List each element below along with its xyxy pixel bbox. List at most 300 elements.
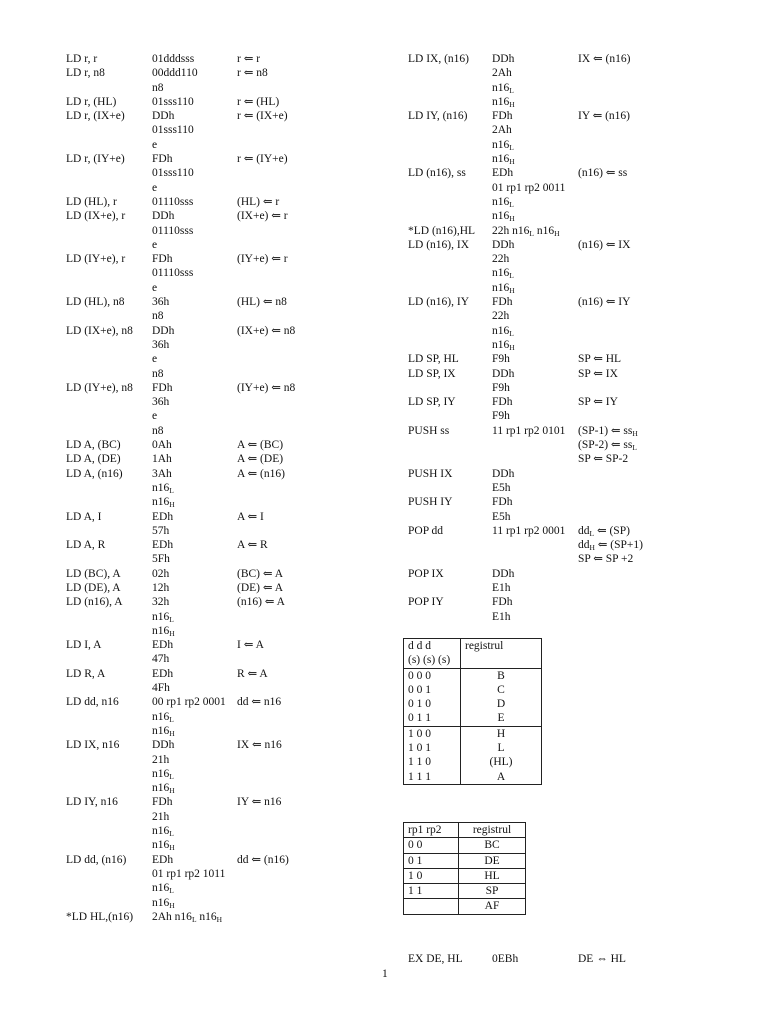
register-pair-table bbox=[403, 822, 526, 915]
operation-line: (HL) ⇐ r bbox=[237, 195, 280, 208]
right-entry bbox=[408, 109, 708, 166]
opcode-byte: $n16_L$ bbox=[492, 138, 514, 152]
instruction-mnemonic: LD (n16), IX bbox=[408, 238, 469, 251]
left-entry bbox=[66, 66, 366, 95]
right-entry bbox=[408, 295, 708, 352]
operation-line: (n16) ⇐ ss bbox=[578, 167, 628, 180]
instruction-mnemonic: *LD HL,(n16) bbox=[66, 910, 134, 923]
left-entry bbox=[66, 567, 366, 581]
instruction-opcode bbox=[152, 538, 173, 567]
instruction-operation bbox=[578, 424, 638, 467]
right-instruction-column bbox=[408, 52, 708, 624]
opcode-byte: 12h bbox=[152, 581, 170, 594]
instruction-opcode bbox=[492, 109, 515, 166]
opcode-byte: $n16_L$ bbox=[152, 767, 174, 781]
left-entry bbox=[66, 738, 366, 795]
register-code-table bbox=[403, 638, 542, 785]
instruction-mnemonic: POP IX bbox=[408, 567, 444, 580]
opcode-byte: e bbox=[152, 181, 158, 194]
operation-line: (IX+e) ⇐ r bbox=[237, 210, 288, 223]
instruction-opcode bbox=[152, 795, 175, 852]
instruction-opcode bbox=[152, 738, 175, 795]
instruction-opcode bbox=[152, 195, 193, 209]
instruction-operation bbox=[237, 510, 264, 524]
instruction-mnemonic: LD (HL), n8 bbox=[66, 296, 125, 309]
opcode-byte: 1Ah bbox=[152, 453, 172, 466]
operation-line: A ⇐ I bbox=[237, 510, 264, 523]
instruction-opcode bbox=[492, 595, 512, 624]
bit-codes: 1 0 0 1 0 1 1 1 0 1 1 1 bbox=[404, 726, 461, 784]
opcode-byte: 01dddsss bbox=[152, 53, 195, 65]
page-number: 1 bbox=[382, 968, 388, 980]
ex-operation: DE ⇔ HL bbox=[578, 953, 626, 965]
instruction-mnemonic: LD (IY+e), n8 bbox=[66, 381, 133, 394]
opcode-byte: 02h bbox=[152, 567, 170, 580]
opcode-byte: $n16_L$ bbox=[492, 195, 514, 209]
instruction-mnemonic: LD IX, (n16) bbox=[408, 53, 469, 65]
instruction-operation bbox=[237, 52, 260, 66]
opcode-byte: $n16_L$ bbox=[492, 81, 514, 95]
instruction-opcode bbox=[152, 853, 225, 910]
opcode-byte: FDh bbox=[152, 381, 173, 394]
left-entry bbox=[66, 695, 366, 738]
opcode-byte: 21h bbox=[152, 753, 170, 766]
ex-opcode: 0EBh bbox=[492, 953, 519, 965]
left-entry bbox=[66, 667, 366, 696]
operation-line: IX ⇐ (n16) bbox=[578, 53, 631, 65]
operation-line: SP ⇐ SP +2 bbox=[578, 553, 634, 566]
left-entry bbox=[66, 52, 366, 66]
right-entry bbox=[408, 224, 708, 238]
instruction-operation bbox=[578, 524, 643, 567]
opcode-byte: 00ddd110 bbox=[152, 67, 198, 80]
left-entry bbox=[66, 195, 366, 209]
operation-line: I ⇐ A bbox=[237, 639, 264, 652]
opcode-byte: 01 rp1 rp2 1011 bbox=[152, 867, 226, 880]
instruction-operation bbox=[237, 695, 281, 709]
instruction-mnemonic: LD r, n8 bbox=[66, 67, 105, 80]
operation-line: (IX+e) ⇐ n8 bbox=[237, 324, 296, 337]
left-entry bbox=[66, 510, 366, 539]
instruction-opcode bbox=[152, 252, 193, 295]
opcode-byte: 11 rp1 rp2 0001 bbox=[492, 524, 566, 537]
instruction-mnemonic: LD SP, HL bbox=[408, 353, 459, 366]
opcode-byte: 21h bbox=[152, 810, 170, 823]
opcode-byte: e bbox=[152, 281, 158, 294]
opcode-byte: e bbox=[152, 353, 158, 366]
opcode-byte: $n16_H$ bbox=[492, 281, 515, 295]
instruction-opcode bbox=[152, 324, 174, 381]
instruction-opcode bbox=[152, 152, 194, 195]
instruction-mnemonic: LD dd, (n16) bbox=[66, 853, 127, 866]
instruction-opcode bbox=[152, 510, 173, 539]
opcode-byte: $n16_H$ bbox=[492, 210, 515, 224]
operation-line: A ⇐ (n16) bbox=[237, 467, 285, 480]
instruction-mnemonic: POP IY bbox=[408, 596, 444, 609]
pair-bits: 1 1 bbox=[404, 884, 459, 899]
opcode-byte: FDh bbox=[492, 296, 513, 309]
instruction-operation bbox=[237, 324, 295, 338]
table-row bbox=[404, 884, 526, 899]
operation-line: (n16) ⇐ A bbox=[237, 596, 285, 609]
opcode-byte: 01sss110 bbox=[152, 167, 194, 180]
opcode-byte: $n16_L$ bbox=[152, 481, 174, 495]
bit-codes: 0 0 0 0 0 1 0 1 0 0 1 1 bbox=[404, 668, 461, 726]
table-row bbox=[404, 868, 526, 883]
instruction-opcode bbox=[492, 395, 512, 424]
left-entry bbox=[66, 581, 366, 595]
instruction-operation bbox=[237, 195, 279, 209]
opcode-byte: 01110sss bbox=[152, 267, 194, 280]
instruction-mnemonic: POP dd bbox=[408, 524, 444, 537]
right-entry bbox=[408, 52, 708, 109]
operation-line: A ⇐ (DE) bbox=[237, 453, 284, 466]
instruction-mnemonic: LD (IX+e), r bbox=[66, 210, 126, 223]
instruction-mnemonic: LD (n16), A bbox=[66, 596, 123, 609]
instruction-operation bbox=[578, 52, 630, 66]
instruction-operation bbox=[578, 109, 630, 123]
opcode-byte: $n16_H$ bbox=[152, 839, 175, 853]
left-entry bbox=[66, 252, 366, 295]
operation-line: A ⇐ R bbox=[237, 539, 268, 552]
opcode-byte: $n16_H$ bbox=[152, 724, 175, 738]
opcode-byte: FDh bbox=[492, 396, 513, 409]
opcode-byte: n8 bbox=[152, 310, 164, 323]
opcode-byte: n8 bbox=[152, 367, 164, 380]
instruction-opcode bbox=[152, 695, 226, 738]
opcode-byte: DDh bbox=[152, 110, 175, 123]
instruction-opcode bbox=[492, 238, 515, 295]
instruction-opcode bbox=[152, 595, 175, 638]
opcode-byte: FDh bbox=[492, 496, 513, 509]
pair-register: BC bbox=[459, 838, 526, 853]
opcode-byte: E5h bbox=[492, 510, 511, 523]
instruction-mnemonic: LD A, (n16) bbox=[66, 467, 123, 480]
instruction-operation bbox=[237, 252, 288, 266]
instruction-mnemonic: LD dd, n16 bbox=[66, 696, 119, 709]
ex-mnemonic: EX DE, HL bbox=[408, 953, 463, 965]
opcode-byte: $n16_H$ bbox=[492, 338, 515, 352]
operation-line: (BC) ⇐ A bbox=[237, 567, 284, 580]
operation-line: (n16) ⇐ IX bbox=[578, 238, 631, 251]
left-entry bbox=[66, 538, 366, 567]
left-entry bbox=[66, 452, 366, 466]
instruction-opcode bbox=[492, 52, 515, 109]
opcode-byte: 47h bbox=[152, 653, 170, 666]
operation-line: (n16) ⇐ IY bbox=[578, 296, 631, 309]
left-entry bbox=[66, 209, 366, 252]
opcode-byte: $n16_L$ bbox=[152, 610, 174, 624]
instruction-mnemonic: PUSH IX bbox=[408, 467, 453, 480]
instruction-operation bbox=[237, 295, 287, 309]
operation-line: A ⇐ (BC) bbox=[237, 439, 284, 452]
opcode-byte: EDh bbox=[152, 853, 174, 866]
instruction-mnemonic: LD (IY+e), r bbox=[66, 253, 126, 266]
opcode-byte: 22h bbox=[492, 310, 510, 323]
opcode-byte: n8 bbox=[152, 424, 164, 437]
instruction-opcode bbox=[152, 52, 194, 66]
left-entry bbox=[66, 910, 366, 924]
pair-bits bbox=[404, 899, 459, 914]
opcode-byte: F9h bbox=[492, 410, 510, 423]
instruction-opcode bbox=[492, 467, 514, 496]
instruction-opcode bbox=[152, 109, 194, 152]
instruction-mnemonic: LD r, (HL) bbox=[66, 95, 117, 108]
pair-bits: 1 0 bbox=[404, 868, 459, 883]
opcode-byte: 22h $n16_L$ $n16_H$ bbox=[492, 224, 560, 238]
instruction-mnemonic: LD (DE), A bbox=[66, 581, 121, 594]
instruction-operation bbox=[237, 438, 283, 452]
opcode-byte: EDh bbox=[492, 167, 514, 180]
instruction-operation bbox=[237, 738, 282, 752]
operation-line: SP ⇐ HL bbox=[578, 353, 622, 366]
instruction-mnemonic: LD r, (IY+e) bbox=[66, 153, 125, 166]
instruction-mnemonic: LD IY, (n16) bbox=[408, 110, 468, 123]
opcode-byte: FDh bbox=[152, 153, 173, 166]
opcode-byte: E1h bbox=[492, 581, 511, 594]
opcode-byte: DDh bbox=[492, 567, 515, 580]
instruction-operation bbox=[237, 66, 268, 80]
opcode-byte: 01sss110 bbox=[152, 95, 194, 108]
opcode-byte: FDh bbox=[152, 796, 173, 809]
left-entry bbox=[66, 795, 366, 852]
operation-line: r ⇐ r bbox=[237, 53, 261, 65]
operation-line: (SP-2) ⇐ $ss_L$ bbox=[578, 439, 637, 453]
instruction-opcode bbox=[152, 567, 169, 581]
right-entry bbox=[408, 367, 708, 396]
opcode-byte: $n16_L$ bbox=[492, 324, 514, 338]
operation-line: SP ⇐ SP-2 bbox=[578, 453, 629, 466]
instruction-opcode bbox=[152, 638, 173, 667]
opcode-byte: $n16_H$ bbox=[152, 496, 175, 510]
opcode-byte: 36h bbox=[152, 338, 170, 351]
instruction-opcode bbox=[492, 424, 565, 438]
right-entry bbox=[408, 595, 708, 624]
right-entry bbox=[408, 567, 708, 596]
right-entry bbox=[408, 238, 708, 295]
opcode-byte: 01sss110 bbox=[152, 124, 194, 137]
left-entry bbox=[66, 95, 366, 109]
opcode-byte: $n16_L$ bbox=[152, 710, 174, 724]
instruction-mnemonic: LD SP, IY bbox=[408, 396, 456, 409]
instruction-operation bbox=[237, 595, 285, 609]
opcode-byte: 3Ah bbox=[152, 467, 172, 480]
instruction-mnemonic: LD r, (IX+e) bbox=[66, 110, 125, 123]
instruction-operation bbox=[237, 795, 281, 809]
instruction-opcode bbox=[492, 166, 565, 223]
opcode-byte: e bbox=[152, 138, 158, 151]
instruction-opcode bbox=[152, 209, 193, 252]
instruction-operation bbox=[237, 581, 283, 595]
instruction-mnemonic: LD A, (DE) bbox=[66, 453, 121, 466]
instruction-mnemonic: LD IY, n16 bbox=[66, 796, 118, 809]
left-entry bbox=[66, 438, 366, 452]
operation-line: IY ⇐ n16 bbox=[237, 796, 282, 809]
instruction-opcode bbox=[152, 438, 172, 452]
operation-line: r ⇐ (HL) bbox=[237, 95, 280, 108]
opcode-byte: EDh bbox=[152, 639, 174, 652]
instruction-operation bbox=[237, 853, 289, 867]
opcode-byte: n8 bbox=[152, 81, 164, 94]
opcode-byte: DDh bbox=[492, 53, 515, 65]
table-header-bits: rp1 rp2 bbox=[404, 823, 459, 838]
instruction-operation bbox=[237, 152, 288, 166]
register-names: B C D E bbox=[461, 668, 542, 726]
right-entry bbox=[408, 495, 708, 524]
opcode-byte: 57h bbox=[152, 524, 170, 537]
operation-line: R ⇐ A bbox=[237, 667, 268, 680]
operation-line: IY ⇐ (n16) bbox=[578, 110, 631, 123]
operation-line: (DE) ⇐ A bbox=[237, 581, 284, 594]
instruction-opcode bbox=[492, 495, 512, 524]
operation-line: r ⇐ n8 bbox=[237, 67, 268, 80]
opcode-byte: 01 rp1 rp2 0011 bbox=[492, 181, 566, 194]
instruction-mnemonic: LD (n16), ss bbox=[408, 167, 466, 180]
operation-line: $dd_L$ ⇐ (SP) bbox=[578, 524, 630, 538]
operation-line: SP ⇐ IY bbox=[578, 396, 618, 409]
operation-line: SP ⇐ IX bbox=[578, 367, 618, 380]
opcode-byte: DDh bbox=[152, 210, 175, 223]
instruction-operation bbox=[578, 238, 630, 252]
instruction-operation bbox=[237, 467, 285, 481]
instruction-operation bbox=[237, 667, 268, 681]
pair-bits: 0 0 bbox=[404, 838, 459, 853]
instruction-mnemonic: PUSH ss bbox=[408, 424, 450, 437]
left-entry bbox=[66, 853, 366, 910]
instruction-opcode bbox=[492, 295, 515, 352]
instruction-mnemonic: LD r, r bbox=[66, 53, 98, 65]
left-entry bbox=[66, 324, 366, 381]
opcode-byte: $n16_L$ bbox=[152, 825, 174, 839]
opcode-byte: 2Ah $n16_L$ $n16_H$ bbox=[152, 910, 223, 924]
left-entry bbox=[66, 467, 366, 510]
opcode-byte: F9h bbox=[492, 353, 510, 366]
opcode-byte: $n16_L$ bbox=[152, 882, 174, 896]
opcode-byte: FDh bbox=[492, 596, 513, 609]
left-entry bbox=[66, 638, 366, 667]
operation-line: dd ⇐ n16 bbox=[237, 696, 282, 709]
opcode-byte: DDh bbox=[152, 324, 175, 337]
instruction-operation bbox=[578, 395, 618, 409]
opcode-byte: 01110sss bbox=[152, 224, 194, 237]
instruction-operation bbox=[237, 452, 283, 466]
instruction-opcode bbox=[152, 66, 198, 95]
right-entry bbox=[408, 524, 708, 567]
opcode-byte: F9h bbox=[492, 381, 510, 394]
instruction-mnemonic: LD A, R bbox=[66, 539, 106, 552]
instruction-opcode bbox=[492, 367, 514, 396]
table-header-register: registrul bbox=[459, 823, 526, 838]
opcode-byte: 32h bbox=[152, 596, 170, 609]
operation-line: dd ⇐ (n16) bbox=[237, 853, 289, 866]
opcode-byte: E5h bbox=[492, 481, 511, 494]
opcode-byte: $n16_H$ bbox=[152, 782, 175, 796]
table-header-bits: d d d (s) (s) (s) bbox=[404, 639, 461, 669]
instruction-opcode bbox=[152, 95, 194, 109]
opcode-byte: DDh bbox=[492, 238, 515, 251]
operation-line: (IY+e) ⇐ r bbox=[237, 253, 288, 266]
opcode-byte: E1h bbox=[492, 610, 511, 623]
left-entry bbox=[66, 109, 366, 152]
opcode-byte: FDh bbox=[492, 110, 513, 123]
left-entry bbox=[66, 595, 366, 638]
opcode-byte: $n16_L$ bbox=[492, 267, 514, 281]
table-row bbox=[404, 726, 542, 784]
instruction-mnemonic: PUSH IY bbox=[408, 496, 453, 509]
opcode-byte: 01110sss bbox=[152, 195, 194, 208]
left-instruction-column bbox=[66, 52, 366, 924]
table-row bbox=[404, 899, 526, 914]
opcode-byte: e bbox=[152, 238, 158, 251]
instruction-mnemonic: LD A, I bbox=[66, 510, 102, 523]
opcode-byte: $n16_H$ bbox=[152, 896, 175, 910]
opcode-byte: $n16_H$ bbox=[492, 95, 515, 109]
operation-line: (HL) ⇐ n8 bbox=[237, 296, 287, 309]
left-entry bbox=[66, 381, 366, 438]
instruction-opcode bbox=[152, 295, 169, 324]
opcode-byte: EDh bbox=[152, 667, 174, 680]
instruction-mnemonic: LD (n16), IY bbox=[408, 296, 469, 309]
instruction-opcode bbox=[152, 667, 173, 696]
operation-line: $dd_H$ ⇐ (SP+1) bbox=[578, 539, 643, 553]
left-entry bbox=[66, 152, 366, 195]
instruction-opcode bbox=[152, 581, 169, 595]
pair-register: AF bbox=[459, 899, 526, 914]
operation-line: r ⇐ (IX+e) bbox=[237, 110, 288, 123]
operation-line: (SP-1) ⇐ $ss_H$ bbox=[578, 424, 638, 438]
instruction-operation bbox=[578, 367, 618, 381]
table-row bbox=[404, 853, 526, 868]
instruction-opcode bbox=[152, 381, 172, 438]
operation-line: IX ⇐ n16 bbox=[237, 739, 282, 752]
right-entry bbox=[408, 424, 708, 467]
instruction-opcode bbox=[152, 467, 175, 510]
instruction-operation bbox=[578, 352, 621, 366]
left-entry bbox=[66, 295, 366, 324]
instruction-operation bbox=[237, 567, 283, 581]
opcode-byte: 2Ah bbox=[492, 67, 512, 80]
right-entry bbox=[408, 395, 708, 424]
instruction-opcode bbox=[492, 524, 565, 538]
instruction-operation bbox=[237, 109, 288, 123]
instruction-mnemonic: LD IX, n16 bbox=[66, 739, 120, 752]
opcode-byte: 5Fh bbox=[152, 553, 170, 566]
instruction-opcode bbox=[492, 567, 514, 596]
instruction-operation bbox=[237, 538, 268, 552]
instruction-mnemonic: LD A, (BC) bbox=[66, 439, 121, 452]
instruction-operation bbox=[578, 295, 630, 309]
opcode-byte: $n16_H$ bbox=[152, 624, 175, 638]
instruction-operation bbox=[237, 381, 295, 395]
table-row bbox=[404, 668, 542, 726]
instruction-opcode bbox=[492, 352, 510, 366]
opcode-byte: FDh bbox=[152, 253, 173, 266]
instruction-opcode bbox=[152, 452, 172, 466]
operation-line: r ⇐ (IY+e) bbox=[237, 153, 288, 166]
instruction-mnemonic: LD (BC), A bbox=[66, 567, 121, 580]
instruction-mnemonic: LD (HL), r bbox=[66, 195, 117, 208]
instruction-opcode bbox=[492, 224, 560, 238]
opcode-byte: 00 rp1 rp2 0001 bbox=[152, 696, 226, 709]
right-entry bbox=[408, 166, 708, 223]
instruction-mnemonic: LD I, A bbox=[66, 639, 102, 652]
opcode-byte: $n16_H$ bbox=[492, 153, 515, 167]
instruction-mnemonic: *LD (n16),HL bbox=[408, 224, 476, 237]
opcode-byte: 4Fh bbox=[152, 682, 170, 695]
opcode-byte: e bbox=[152, 410, 158, 423]
opcode-byte: 36h bbox=[152, 396, 170, 409]
pair-register: SP bbox=[459, 884, 526, 899]
